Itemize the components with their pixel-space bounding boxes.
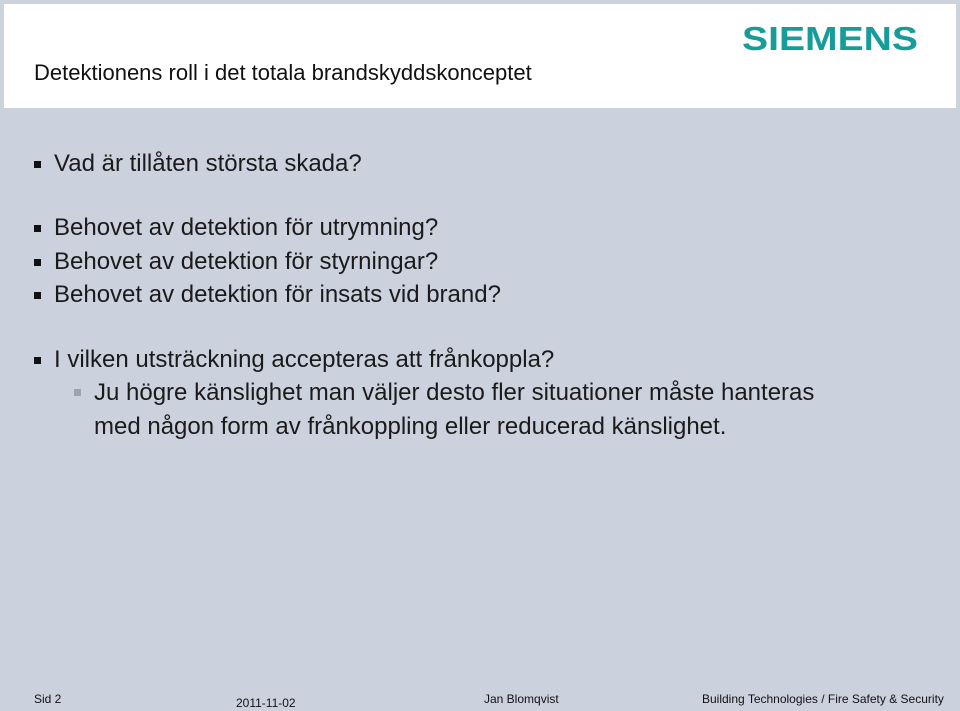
slide-title: Detektionens roll i det totala brandskyddskonceptet bbox=[34, 60, 532, 85]
sub-bullet-text: med någon form av frånkoppling eller reducerad känslighet. bbox=[94, 413, 727, 440]
svg-text:SIEMENS: SIEMENS bbox=[742, 20, 918, 57]
bullet-text: I vilken utsträckning accepteras att frånkoppla? bbox=[54, 346, 555, 373]
footer-division: Building Technologies / Fire Safety & Security bbox=[702, 692, 944, 706]
bullet-text: Behovet av detektion för insats vid brand? bbox=[54, 281, 501, 308]
sub-bullet-text: Ju högre känslighet man väljer desto fler situationer måste hanteras bbox=[94, 379, 815, 406]
square-bullet-icon bbox=[34, 292, 41, 299]
bullet-text: Behovet av detektion för utrymning? bbox=[54, 214, 439, 241]
sub-bullet-item bbox=[94, 378, 814, 408]
bullet-text: Vad är tillåten största skada? bbox=[54, 150, 362, 177]
bullet-item bbox=[54, 280, 501, 310]
sub-bullet-continuation bbox=[94, 412, 726, 442]
square-bullet-icon bbox=[34, 161, 41, 168]
square-bullet-icon bbox=[34, 225, 41, 232]
square-sub-bullet-icon bbox=[74, 389, 81, 396]
bullet-item bbox=[54, 213, 438, 243]
bullet-item bbox=[54, 345, 554, 375]
bullet-item bbox=[54, 247, 438, 277]
square-bullet-icon bbox=[34, 259, 41, 266]
page-number: Sid 2 bbox=[34, 692, 62, 706]
footer-author: Jan Blomqvist bbox=[484, 692, 559, 706]
slide-footer bbox=[0, 684, 960, 711]
bullet-text: Behovet av detektion för styrningar? bbox=[54, 248, 439, 275]
footer-date: 2011-11-02 bbox=[236, 696, 296, 710]
square-bullet-icon bbox=[34, 357, 41, 364]
bullet-item bbox=[54, 149, 362, 179]
